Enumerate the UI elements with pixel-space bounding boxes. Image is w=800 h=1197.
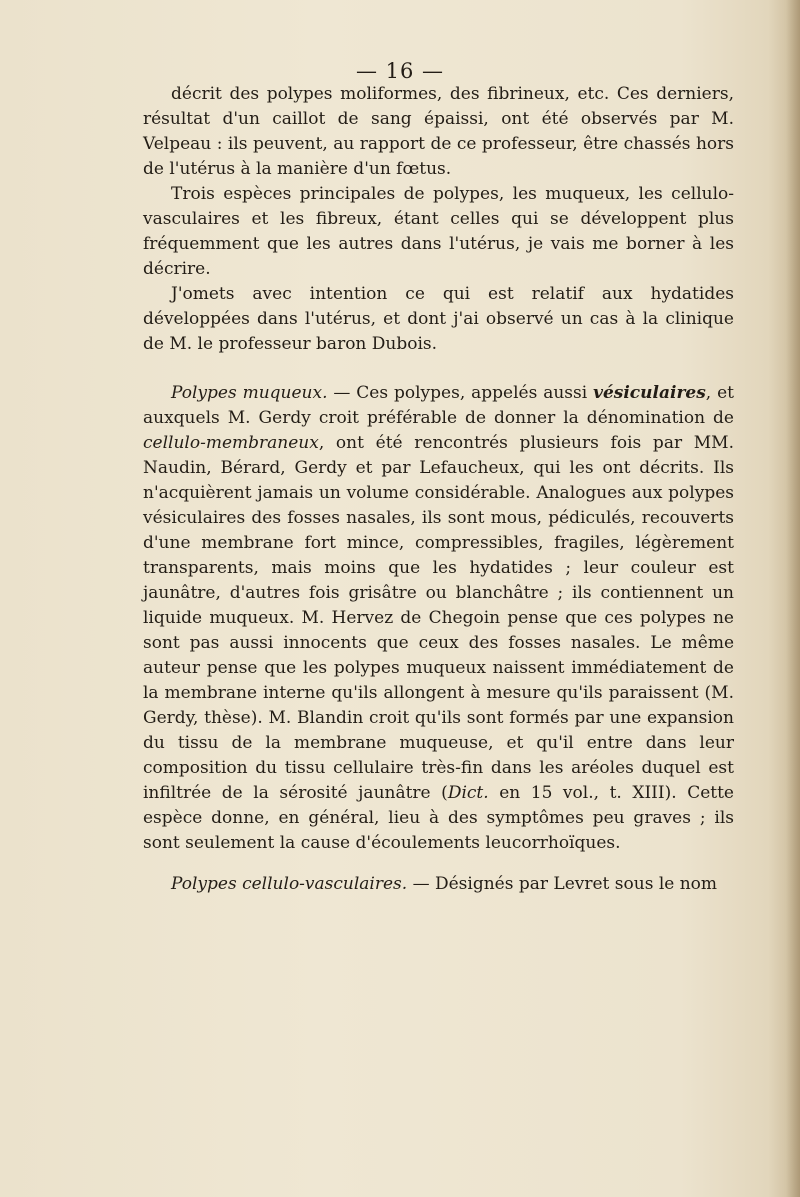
paragraph-polypes-cellulo-vasculaires xyxy=(143,872,734,897)
section-heading-polypes-cellulo-vasculaires: Polypes cellulo-vasculaires. xyxy=(171,874,408,894)
paragraph-4-text-3: , ont été rencontrés plusieurs fois par MM. Naudin, Bérard, Gerdy et par Lefaucheux, qui les ont décrits. Ils n'acquièrent jamais un volume considérable. Analogues aux polypes vésiculaires des fosses nasales, ils sont mous, pédiculés, recouverts d'une membrane fort mince, compressibles, fragiles, légèrement transparents, mais moins que les hydatides ; leur couleur est jaunâtre, d'autres fois grisâtre ou blanchâtre ; ils contiennent un liquide muqueux. M. Hervez de Chegoin pense que ces polypes ne sont pas aussi innocents que ceux des fosses nasales. Le même auteur pense que les polypes muqueux naissent immédiatement de la membrane interne qu'ils allongent à mesure qu'ils paraissent (M. Gerdy, thèse). M. Blandin croit qu'ils sont formés par une expansion du tissu de la membrane muqueuse, et qu'il entre dans leur composition du tissu cellulaire très-fin dans les aréoles duquel est infiltrée de la sérosité jaunâtre ( xyxy=(143,433,734,803)
paragraph-4-text-4: en 15 vol., t. XIII). Cette espèce donne, en général, lieu à des symptômes peu graves ; ils sont seulement la cause d'écoulements leucorrhoïques. xyxy=(143,783,734,853)
section-heading-polypes-muqueux: Polypes muqueux. xyxy=(171,383,328,403)
paragraph-5-text-1: — Désignés par Levret sous le nom xyxy=(407,874,718,894)
paragraph-4-text-2: , et auxquels M. Gerdy croit préférable de donner la dénomination de xyxy=(143,383,734,428)
paragraph-polypes-muqueux xyxy=(143,381,734,856)
paragraph-1: décrit des polypes moliformes, des fibrineux, etc. Ces derniers, résultat d'un caillot de sang épaissi, ont été observés par M. Velpeau : ils peuvent, au rapport de ce professeur, être chassés hors de l'utérus à la manière d'un fœtus. xyxy=(143,84,734,179)
term-cellulo-membraneux: cellulo-membraneux xyxy=(143,433,319,453)
term-vesiculaires: vésiculaires xyxy=(593,383,706,403)
paragraph-4-text-1: — Ces polypes, appelés aussi xyxy=(327,383,594,403)
page-edge-shadow xyxy=(786,0,800,1197)
paragraph-3: J'omets avec intention ce qui est relatif aux hydatides développées dans l'utérus, et dont j'ai observé un cas à la clinique de M. le professeur baron Dubois. xyxy=(143,284,734,354)
body-text xyxy=(143,82,734,897)
reference-dict: Dict. xyxy=(447,783,489,803)
paragraph-2: Trois espèces principales de polypes, les muqueux, les cellulo-vasculaires et les fibreux, étant celles qui se développent plus fréquemment que les autres dans l'utérus, je vais me borner à les décrire. xyxy=(143,184,734,279)
page-number: — 16 — xyxy=(355,59,445,83)
